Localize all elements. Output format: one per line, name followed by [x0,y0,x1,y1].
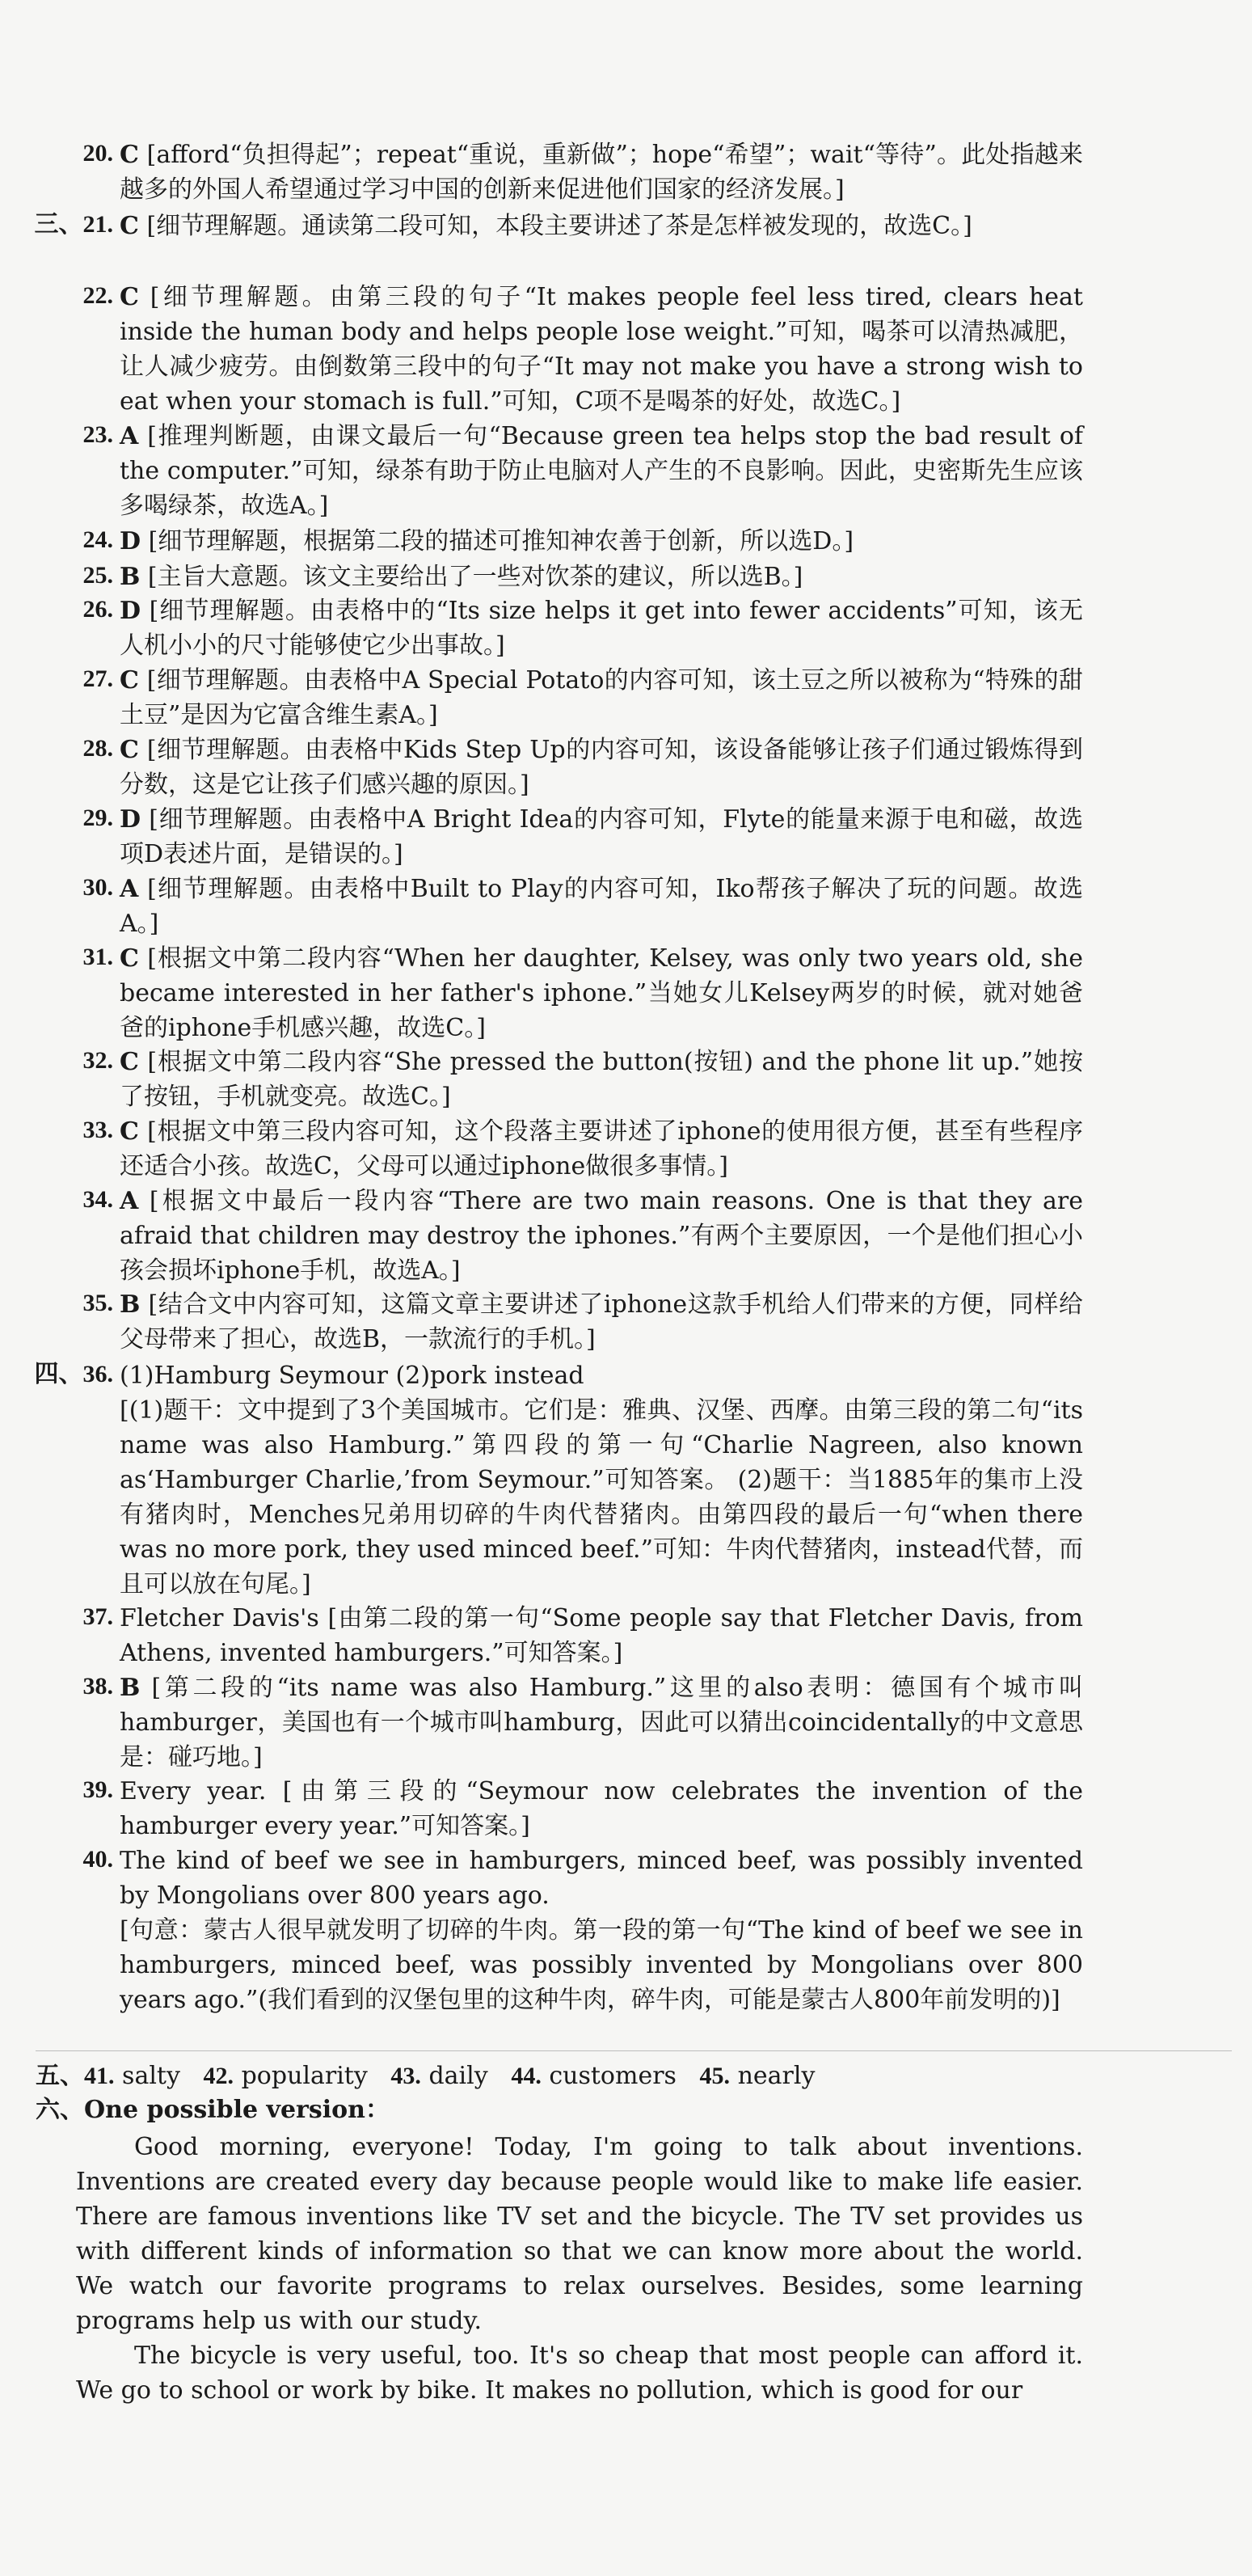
item-number: 20. [82,140,113,167]
item-explanation: B [第二段的“its name was also Hamburg.”这里的also表明：德国有个城市叫hamburger，美国也有一个城市叫hamburg，因此可以猜出coincidentally的中文意思是：碰巧地。] [120,1674,1083,1772]
item-number: 28. [82,735,113,762]
item-explanation: A [根据文中最后一段内容“There are two main reasons. One is that they are afraid that children may destroy the iphones.”有两个主要原因，一个是他们担心小孩会损坏iphone手机，故选A。] [120,1187,1083,1285]
item-explanation: The kind of beef we see in hamburgers, minced beef, was possibly invented by Mongolians over 800 years ago. [句意：蒙古人很早就发明了切碎的牛肉。第一段的第一句“The kind of beef we see in hamburgers, minced beef, was possibly invented by Mongolians over 800 years ago.”(我们看到的汉堡包里的这种牛肉，碎牛肉，可能是蒙古人800年前发明的)] [120,1847,1083,2014]
item-explanation: C [细节理解题。由表格中Kids Step Up的内容可知，该设备能够让孩子们通过锻炼得到分数，这是它让孩子们感兴趣的原因。] [120,736,1083,799]
essay-paragraph: The bicycle is very useful, too. It's so cheap that most people can afford it. We go to school or work by bike. It makes no pollution, which is good for our [76,2342,1083,2405]
item-explanation: D [细节理解题。由表格中的“Its size helps it get into fewer accidents”可知，该无人机小小的尺寸能够使它少出事故。] [120,597,1083,660]
item-explanation: C [afford“负担得起”；repeat“重说，重新做”；hope“希望”；wait“等待”。此处指越来越多的外国人希望通过学习中国的创新来促进他们国家的经济发展。] [120,141,1083,204]
item-number: 33. [82,1117,113,1143]
item-number: 38. [82,1673,113,1700]
item-explanation: D [细节理解题，根据第二段的描述可推知神农善于创新，所以选D。] [120,527,854,555]
item-explanation: A [推理判断题，由课文最后一句“Because green tea helps stop the bad result of the computer.”可知，绿茶有助于防止电脑对人产生的不良影响。因此，史密斯先生应该多喝绿茶，故选A。] [120,422,1083,520]
section-divider [36,2050,1232,2051]
item-number: 三、21. [34,211,113,238]
item-number: 35. [82,1290,113,1316]
item-number: 31. [82,944,113,970]
item-explanation: C [根据文中第三段内容可知，这个段落主要讲述了iphone的使用很方便，甚至有些程序还适合小孩。故选C，父母可以通过iphone做很多事情。] [120,1117,1083,1180]
section-5-answers: 五、41. salty 42. popularity 43. daily 44. customers 45. nearly [36,2062,816,2090]
essay [76,2130,1083,2408]
essay-paragraph: Good morning, everyone! Today, I'm going to talk about inventions. Inventions are created every day because people would like to make life easier. There are famous inventions like TV set and the bicycle. The TV set provides us with different kinds of information so that we can know more about the world. We watch our favorite programs to relax ourselves. Besides, some learning programs help us with our study. [76,2133,1083,2335]
item-explanation: C [细节理解题。通读第二段可知，本段主要讲述了茶是怎样被发现的，故选C。] [120,212,972,240]
item-explanation: C [细节理解题。由表格中A Special Potato的内容可知，该土豆之所以被称为“特殊的甜土豆”是因为它富含维生素A。] [120,666,1083,729]
item-number: 29. [82,804,113,831]
item-number: 34. [82,1186,113,1213]
item-explanation: C [根据文中第二段内容“When her daughter, Kelsey, was only two years old, she became interested in her father's iphone.”当她女儿Kelsey两岁的时候，就对她爸爸的iphone手机感兴趣，故选C。] [120,944,1083,1042]
item-number: 39. [82,1776,113,1803]
item-explanation: A [细节理解题。由表格中Built to Play的内容可知，Iko帮孩子解决了玩的问题。故选A。] [120,875,1083,938]
item-number: 32. [82,1047,113,1074]
item-number: 27. [82,665,113,692]
item-number: 四、36. [34,1361,113,1387]
item-number: 30. [82,874,113,901]
item-explanation: D [细节理解题。由表格中A Bright Idea的内容可知，Flyte的能量来源于电和磁，故选项D表述片面，是错误的。] [120,805,1083,868]
section-5-prefix: 五、 [36,2063,84,2089]
item-explanation: Every year. [由第三段的“Seymour now celebrates the invention of the hamburger every year.”可知答案。] [120,1777,1083,1840]
item-number: 24. [82,526,113,553]
item-explanation: C [根据文中第二段内容“She pressed the button(按钮) and the phone lit up.”她按了按钮，手机就变亮。故选C。] [120,1048,1083,1111]
item-explanation: Fletcher Davis's [由第二段的第一句“Some people say that Fletcher Davis, from Athens, invented hamburgers.”可知答案。] [120,1604,1083,1667]
item-explanation: C [细节理解题。由第三段的句子“It makes people feel less tired, clears heat inside the human body and helps people lose weight.”可知，喝茶可以清热减肥，让人减少疲劳。由倒数第三段中的句子“It may not make you have a strong wish to eat when your stomach is full.”可知，C项不是喝茶的好处，故选C。] [120,283,1083,416]
item-number: 40. [82,1846,113,1873]
section-6-heading: 六、One possible version： [36,2096,390,2124]
item-explanation: (1)Hamburg Seymour (2)pork instead [(1)题干：文中提到了3个美国城市。它们是：雅典、汉堡、西摩。由第三段的第二句“its name was also Hamburg.”第四段的第一句“Charlie Nagreen, also known as‘Hamburger Charlie,’from Seymour.”可知答案。 (2)题干：当1885年的集市上没有猪肉时，Menches兄弟用切碎的牛肉代替猪肉。由第四段的最后一句“when there was no more pork, they used minced beef.”可知：牛肉代替猪肉，instead代替，而且可以放在句尾。] [120,1362,1083,1598]
item-explanation: B [结合文中内容可知，这篇文章主要讲述了iphone这款手机给人们带来的方便，同样给父母带来了担心，故选B，一款流行的手机。] [120,1290,1083,1353]
item-number: 25. [82,562,113,589]
item-number: 23. [82,421,113,448]
item-number: 37. [82,1603,113,1630]
item-explanation: B [主旨大意题。该文主要给出了一些对饮茶的建议，所以选B。] [120,563,803,591]
item-number: 22. [82,282,113,309]
item-number: 26. [82,596,113,623]
